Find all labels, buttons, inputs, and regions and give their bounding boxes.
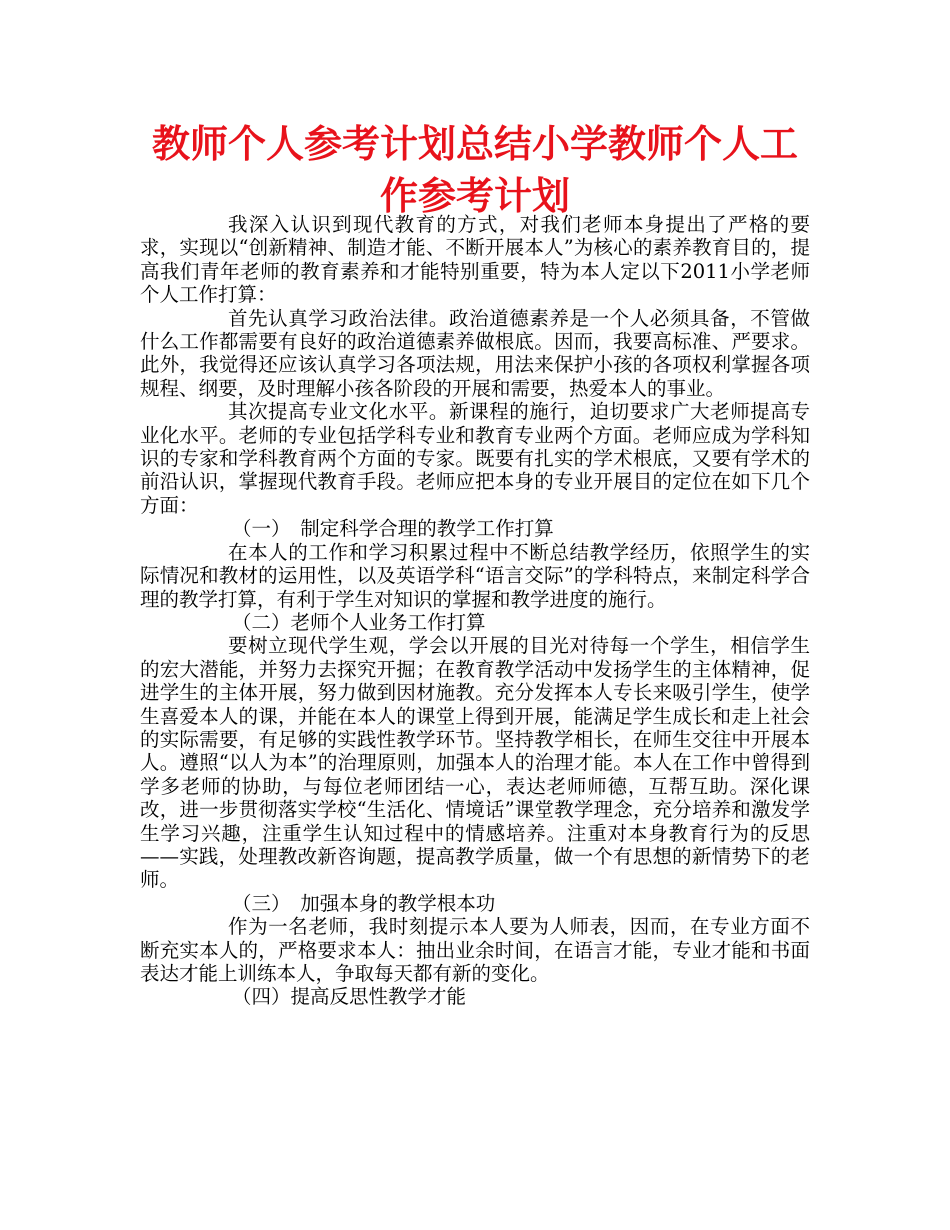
- paragraph-skills: 作为一名老师，我时刻提示本人要为人师表，因而，在专业方面不断充实本人的，严格要求本人：抽出业余时间，在语言才能，专业才能和书面表达才能上训练本人，争取每天都有新的变化。: [140, 915, 810, 985]
- section-heading-4: （四）提高反思性教学才能: [232, 985, 467, 1009]
- section-heading-1: （一） 制定科学合理的教学工作打算: [232, 517, 554, 541]
- document-title: 教师个人参考计划总结小学教师个人工作参考计划: [151, 122, 798, 218]
- paragraph-politics: 首先认真学习政治法律。政治道德素养是一个人必须具备，不管做什么工作都需要有良好的政治道德素养做根底。因而，我要高标准、严要求。此外，我觉得还应该认真学习各项法规，用法来保护小孩的各项权利掌握各项规程、纲要，及时理解小孩各阶段的开展和需要，热爱本人的事业。: [140, 306, 810, 400]
- paragraph-intro: 我深入认识到现代教育的方式，对我们老师本身提出了严格的要求，实现以“创新精神、制造才能、不断开展本人”为核心的素养教育目的，提高我们青年老师的教育素养和才能特别重要，特为本人定以下2011小学老师个人工作打算：: [140, 213, 810, 307]
- section-heading-3: （三） 加强本身的教学根本功: [232, 891, 496, 915]
- paragraph-business: 要树立现代学生观，学会以开展的目光对待每一个学生，相信学生的宏大潜能，并努力去探究开掘；在教育教学活动中发扬学生的主体精神，促进学生的主体开展，努力做到因材施教。充分发挥本人专长来吸引学生，使学生喜爱本人的课，并能在本人的课堂上得到开展，能满足学生成长和走上社会的实际需要，有足够的实践性教学环节。坚持教学相长，在师生交往中开展本人。遵照“以人为本”的治理原则，加强本人的治理才能。本人在工作中曾得到学多老师的协助，与每位老师团结一心，表达老师师德，互帮互助。深化课改，进一步贯彻落实学校“生活化、情境话”课堂教学理念，充分培养和激发学生学习兴趣，注重学生认知过程中的情感培养。注重对本身教育行为的反思——实践，处理教改新咨询题，提高教学质量，做一个有思想的新情势下的老师。: [140, 634, 810, 892]
- document-body: [140, 213, 810, 1009]
- paragraph-professional: 其次提高专业文化水平。新课程的施行，迫切要求广大老师提高专业化水平。老师的专业包括学科专业和教育专业两个方面。老师应成为学科知识的专家和学科教育两个方面的专家。既要有扎实的学术根底，又要有学术的前沿认识，掌握现代教育手段。老师应把本身的专业开展目的定位在如下几个方面：: [140, 400, 810, 517]
- section-heading-2: （二）老师个人业务工作打算: [232, 610, 486, 634]
- paragraph-plan: 在本人的工作和学习积累过程中不断总结教学经历，依照学生的实际情况和教材的运用性，以及英语学科“语言交际”的学科特点，来制定科学合理的教学打算，有利于学生对知识的掌握和教学进度的施行。: [140, 540, 810, 611]
